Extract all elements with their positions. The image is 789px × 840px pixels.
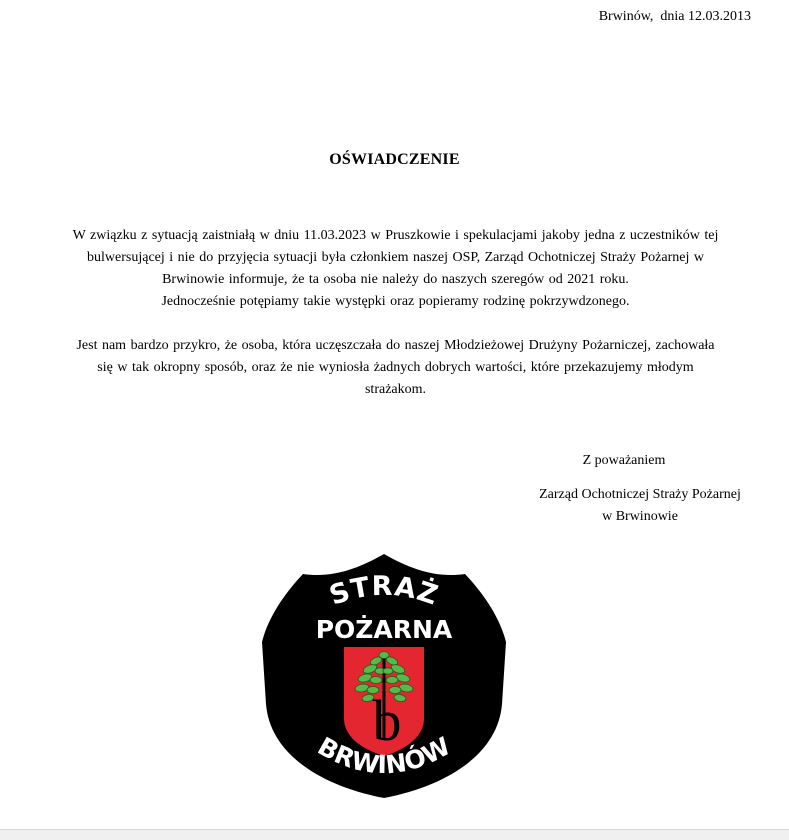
paragraph-line: W związku z sytuacją zaistniałą w dniu 11.03.2023 w Pruszkowie i spekulacjami jakoby jedna z uczestników tej xyxy=(72,228,719,243)
emblem-top-text-1: STRAŻ xyxy=(325,570,443,612)
signature-block xyxy=(500,484,780,528)
regards-text: Z poważaniem xyxy=(582,453,666,468)
bottom-strip xyxy=(0,829,789,840)
emblem-letter: b xyxy=(372,688,402,753)
paragraph-line: Jest nam bardzo przykro, że osoba, która uczęszczała do naszej Młodzieżowej Drużyny Pożarniczej, zachowała xyxy=(76,338,715,353)
paragraph-line: Jednocześnie potępiamy takie występki oraz popieramy rodzinę pokrzywdzonego. xyxy=(161,294,630,309)
closing-regards xyxy=(514,450,734,472)
emblem-top-text-2: POŻARNA xyxy=(315,615,453,644)
paragraph-line: się w tak okropny sposób, oraz że nie wyniosła żadnych dobrych wartości, które przekazujemy młodym xyxy=(97,360,694,375)
paragraph-1 xyxy=(28,225,763,313)
paragraph-2 xyxy=(28,335,763,401)
signature-line: Zarząd Ochotniczej Straży Pożarnej xyxy=(539,487,741,502)
emblem-bottom-text: BRWINÓW xyxy=(312,731,456,780)
date-line: Brwinów, dnia 12.03.2013 xyxy=(598,9,751,24)
signature-line: w Brwinowie xyxy=(602,509,678,524)
paragraph-line: strażakom. xyxy=(364,382,427,397)
paragraph-line: Brwinowie informuje, że ta osoba nie należy do naszych szeregów od 2021 roku. xyxy=(162,272,629,287)
fire-brigade-emblem xyxy=(262,554,506,798)
document-title: OŚWIADCZENIE xyxy=(329,151,460,168)
paragraph-line: bulwersującej i nie do przyjęcia sytuacji była członkiem naszej OSP, Zarząd Ochotniczej Straży Pożarnej w xyxy=(87,250,704,265)
